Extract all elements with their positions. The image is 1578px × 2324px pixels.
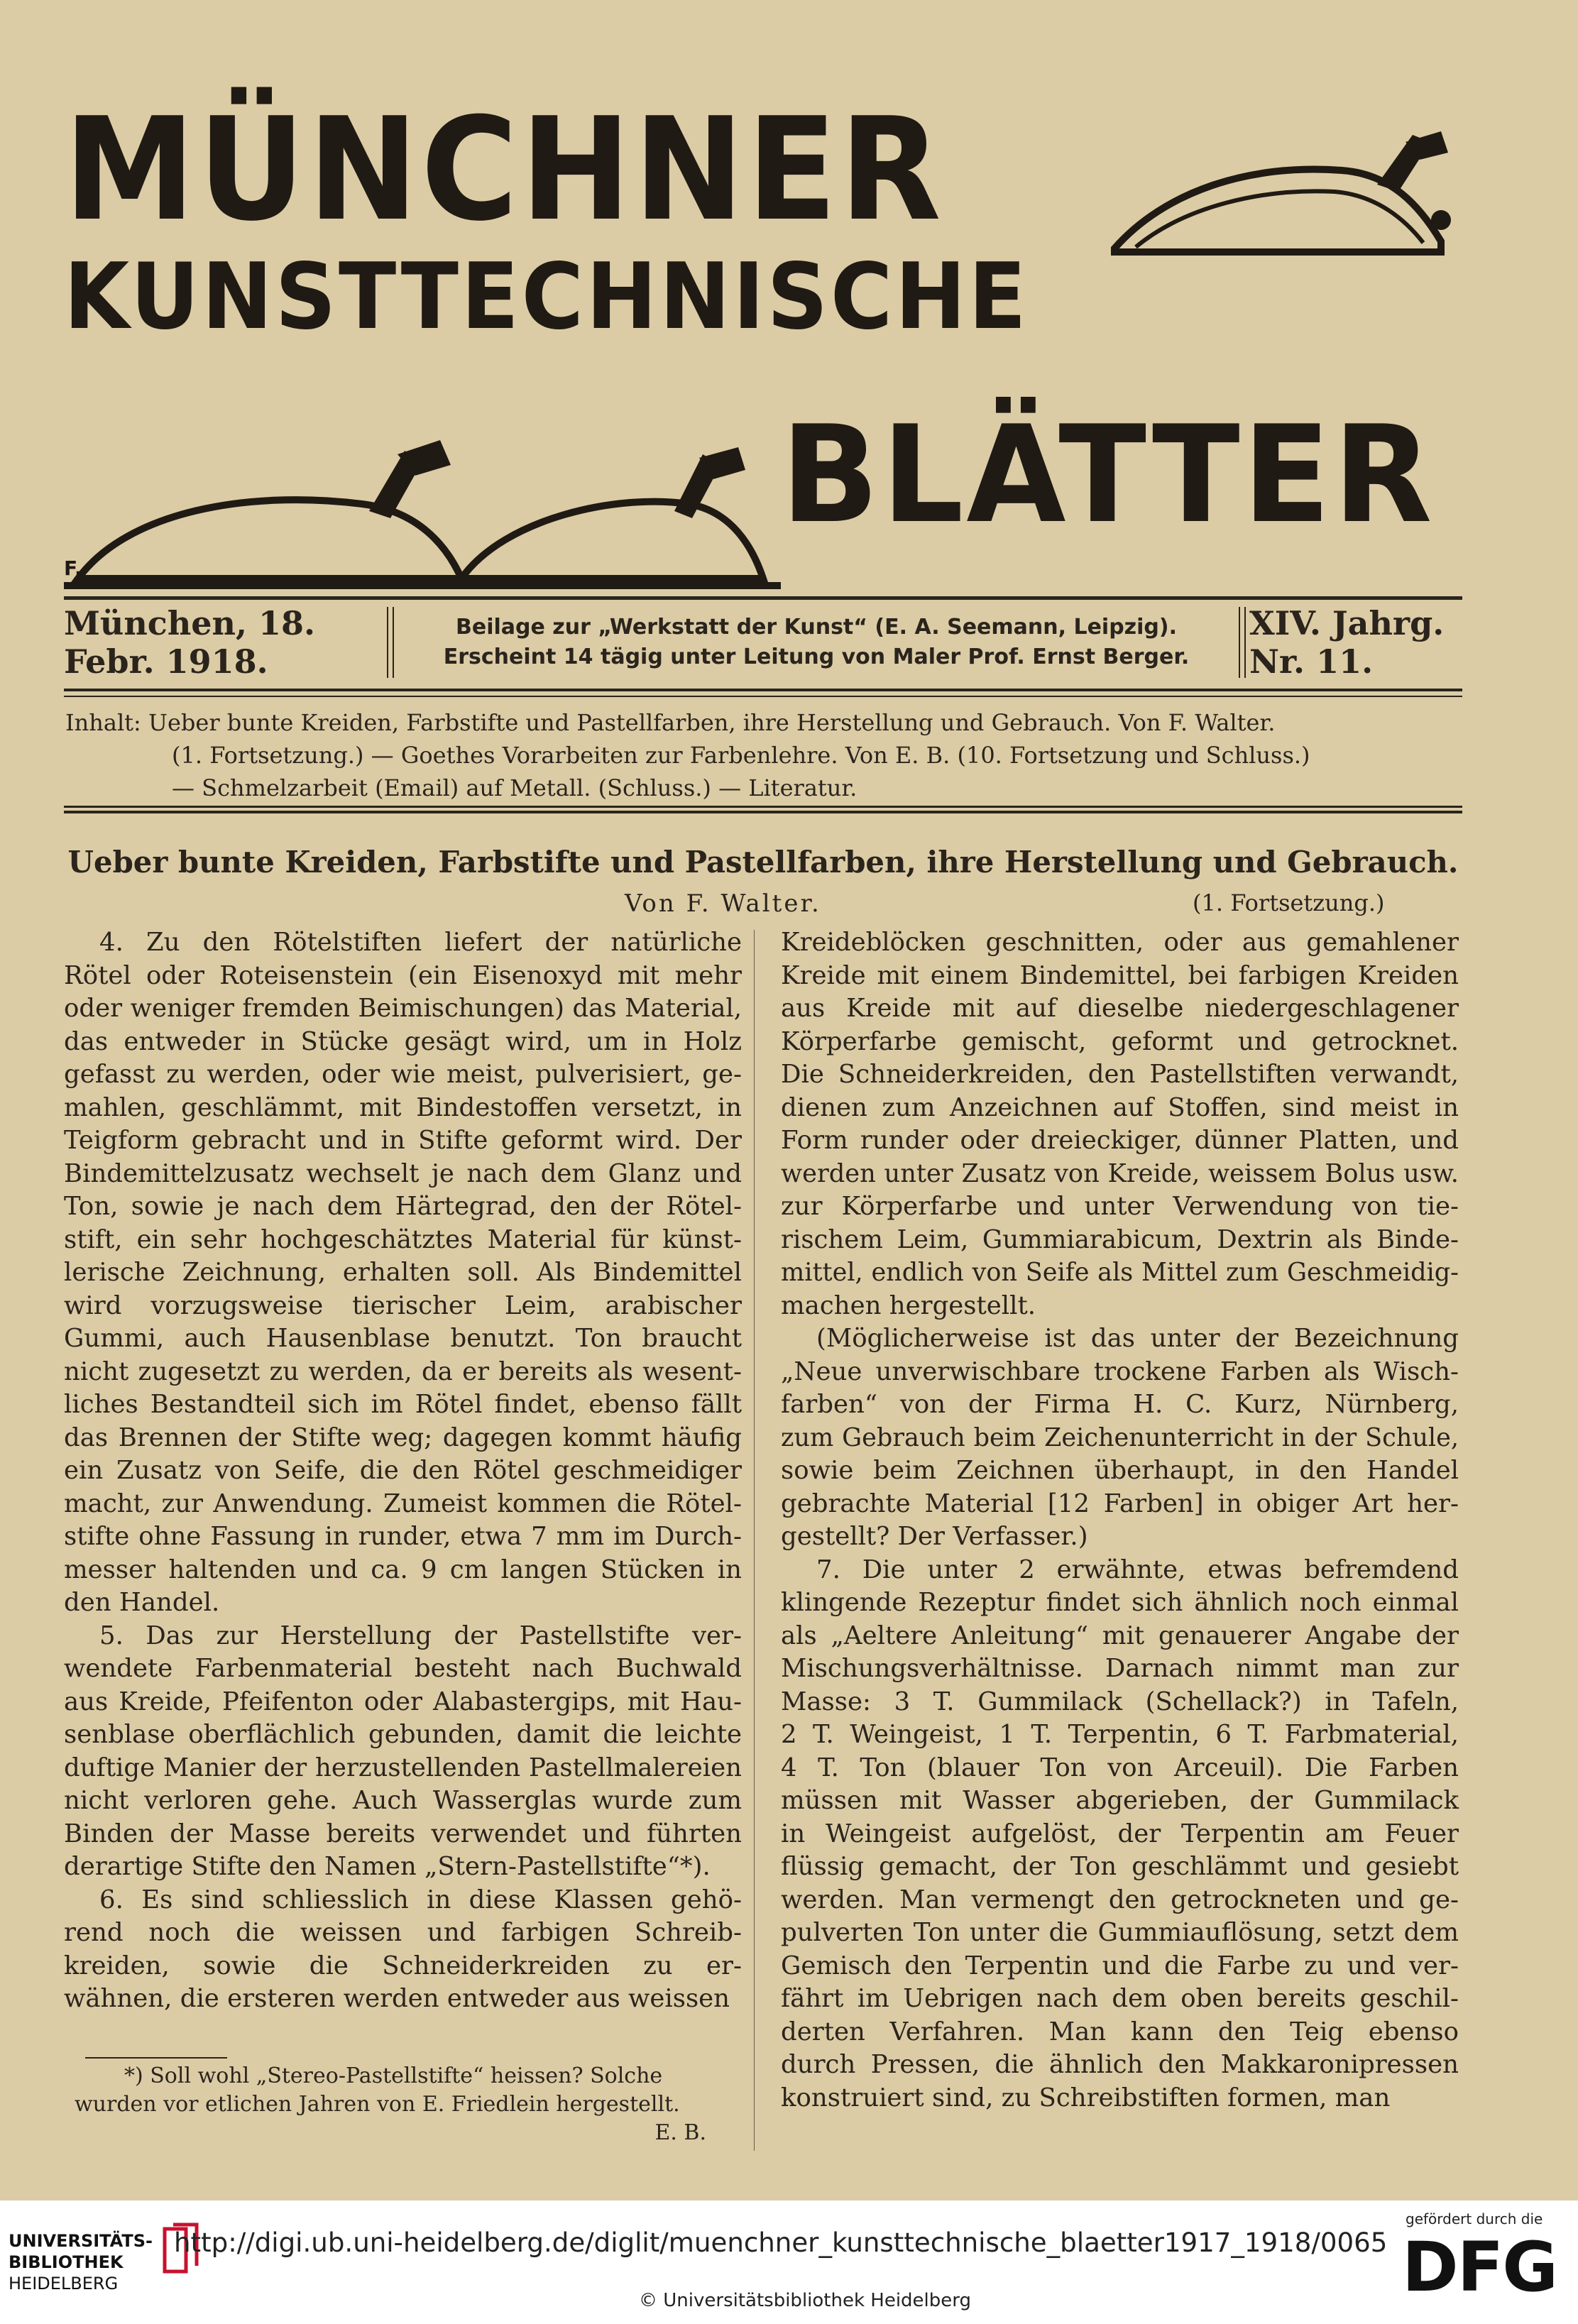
supplement-line-1: Beilage zur „Werkstatt der Kunst“ (E. A. Seemann, Leipzig).: [455, 615, 1177, 640]
article-line: „Neue unverwischbare trockene Farben als Wisch-: [781, 1356, 1459, 1386]
article-line: oder weniger fremden Beimischungen) das Material,: [64, 994, 742, 1023]
article-line: konstruiert sind, zu Schreibstiften formen, man: [781, 2083, 1391, 2112]
article-line: als „Aeltere Anleitung“ mit genauerer Angabe der: [781, 1621, 1459, 1650]
masthead: [64, 87, 1462, 596]
article-line: Teigform gebracht und in Stifte geformt wird. Der: [64, 1126, 742, 1155]
article-line: aus Kreide, Pfeifenton oder Alabastergips, mit Hau-: [64, 1687, 742, 1716]
article-line: mittel, endlich von Seife als Mittel zum Geschmeidig-: [781, 1258, 1459, 1287]
copyright-notice: © Universitätsbibliothek Heidelberg: [639, 2290, 972, 2311]
masthead-ornament-top-right: [1107, 121, 1462, 263]
article-line: macht, zur Anwendung. Zumeist kommen die Rötel-: [64, 1489, 742, 1518]
article-line: Binden der Masse bereits verwendet und führten: [64, 1819, 742, 1848]
article-title: Ueber bunte Kreiden, Farbstifte und Pastellfarben, ihre Herstellung und Gebrauch.: [67, 845, 1459, 879]
column-divider: [754, 930, 755, 2151]
article-line: 2 T. Weingeist, 1 T. Terpentin, 6 T. Farbmaterial,: [781, 1720, 1459, 1749]
article-line: (Möglicherweise ist das unter der Bezeichnung: [816, 1324, 1459, 1353]
article-line: den Handel.: [64, 1588, 220, 1617]
article-line: machen hergestellt.: [781, 1290, 1036, 1320]
issue-date: München, 18. Febr. 1918.: [64, 604, 316, 681]
infobar-bottom-rule: [64, 689, 1462, 691]
table-of-contents: [65, 706, 1464, 804]
article-line: liches Bestandteil sich im Rötel findet, ebenso fällt: [64, 1390, 742, 1419]
masthead-title-line-1: MÜNCHNER: [64, 87, 944, 253]
article-line: wird vorzugsweise tierischer Leim, arabischer: [64, 1290, 742, 1320]
masthead-title-line-3: BLÄTTER: [781, 397, 1435, 553]
article-line: stift, ein sehr hochgeschätztes Material für künst-: [64, 1224, 742, 1254]
article-line: 6. Es sind schliesslich in diese Klassen gehö-: [99, 1885, 742, 1914]
article-line: 5. Das zur Herstellung der Pastellstifte ver-: [99, 1621, 742, 1650]
article-column-right: [781, 926, 1459, 2115]
svg-text:F.: F.: [64, 557, 82, 580]
footnote-rule: [85, 2057, 227, 2059]
article-line: fährt im Uebrigen nach dem oben bereits geschil-: [781, 1984, 1459, 2013]
article-line: Form runder oder dreieckiger, dünner Platten, und: [781, 1126, 1459, 1155]
article-line: Kreideblöcken geschnitten, oder aus gemahlener: [781, 928, 1459, 957]
article-line: mahlen, geschlämmt, mit Bindestoffen versetzt, in: [64, 1092, 742, 1122]
article-line: Gemisch den Terpentin und die Farbe zu und ver-: [781, 1951, 1459, 1980]
article-line: pulverten Ton unter die Gummiauflösung, setzt dem: [781, 1918, 1459, 1947]
article-line: rischem Leim, Gummiarabicum, Dextrin als Binde-: [781, 1224, 1459, 1254]
article-line: flüssig gemacht, der Ton geschlämmt und gesiebt: [781, 1852, 1459, 1881]
article-line: Bindemittelzusatz wechselt je nach dem Glanz und: [64, 1158, 742, 1188]
library-name-line: HEIDELBERG: [9, 2274, 119, 2293]
article-line: rend noch die weissen und farbigen Schreib-: [64, 1918, 742, 1947]
article-line: stifte ohne Fassung in runder, etwa 7 mm im Durch-: [64, 1522, 742, 1551]
article-line: werden unter Zusatz von Kreide, weissem Bolus usw.: [781, 1158, 1459, 1188]
article-line: werden. Man vermengt den getrockneten und ge-: [781, 1885, 1459, 1914]
article-line: gestellt? Der Verfasser.): [781, 1522, 1088, 1551]
article-line: das entweder in Stücke gesägt wird, um in Holz: [64, 1026, 742, 1056]
dfg-logo: DFG: [1402, 2227, 1557, 2307]
article-line: kreiden, sowie die Schneiderkreiden zu er-: [64, 1951, 742, 1980]
footnote-line: *) Soll wohl „Stereo-Pastellstifte“ heissen? Solche: [124, 2063, 663, 2088]
article-continuation-note: (1. Fortsetzung.): [1193, 889, 1385, 916]
article-line: in Weingeist aufgelöst, der Terpentin am Feuer: [781, 1819, 1459, 1848]
infobar-divider: [387, 607, 394, 678]
article-line: 4. Zu den Rötelstiften liefert der natürliche: [99, 928, 742, 957]
contents-line: Inhalt: Ueber bunte Kreiden, Farbstifte und Pastellfarben, ihre Herstellung und Gebrauch. Von F. Walter.: [65, 709, 1276, 736]
article-line: das Brennen der Stifte weg; dagegen kommt häufig: [64, 1423, 742, 1452]
article-line: 7. Die unter 2 erwähnte, etwas befremdend: [816, 1555, 1459, 1584]
article-line: gebrachte Material [12 Farben] in obiger Art her-: [781, 1489, 1459, 1518]
article-line: 4 T. Ton (blauer Ton von Arceuil). Die Farben: [781, 1753, 1459, 1782]
article-line: aus Kreide mit auf dieselbe niedergeschlagener: [781, 994, 1459, 1023]
footnote-line: wurden vor etlichen Jahren von E. Friedlein hergestellt.: [75, 2092, 680, 2117]
article-line: farben“ von der Firma H. C. Kurz, Nürnberg,: [781, 1390, 1459, 1419]
article-line: wähnen, die ersteren werden entweder aus weissen: [64, 1984, 730, 2013]
article-line: durch Pressen, die ähnlich den Makkaronipressen: [781, 2050, 1459, 2079]
article-line: Gummi, auch Hausenblase benutzt. Ton braucht: [64, 1324, 742, 1353]
footnote: [75, 2062, 745, 2147]
article-line: senblase oberflächlich gebunden, damit die leichte: [64, 1720, 742, 1749]
library-name-line: UNIVERSITÄTS-: [9, 2231, 153, 2251]
masthead-ornament-bottom-left: [64, 426, 781, 596]
article-line: Ton, sowie je nach dem Härtegrad, den der Rötel-: [64, 1192, 742, 1221]
library-name-line: BIBLIOTHEK: [9, 2252, 124, 2272]
article-byline: Von F. Walter.: [625, 889, 821, 918]
article-line: dienen zum Anzeichnen auf Stoffen, sind meist in: [781, 1092, 1459, 1122]
article-line: wendete Farbenmaterial besteht nach Buchwald: [64, 1654, 742, 1683]
contents-bottom-rule: [64, 806, 1462, 808]
library-name: [9, 2230, 153, 2294]
article-line: Masse: 3 T. Gummilack (Schellack?) in Tafeln,: [781, 1687, 1459, 1716]
article-line: Die Schneiderkreiden, den Pastellstiften verwandt,: [781, 1060, 1459, 1089]
article-line: ein Zusatz von Seife, die den Rötel geschmeidiger: [64, 1456, 742, 1485]
article-column-left: [64, 926, 742, 2016]
contents-bottom-rule-thick: [64, 811, 1462, 813]
footnote-signature: E. B.: [654, 2120, 706, 2145]
article-line: lerische Zeichnung, erhalten soll. Als Bindemittel: [64, 1258, 742, 1287]
article-line: Mischungsverhältnisse. Darnach nimmt man zur: [781, 1654, 1459, 1683]
article-line: Kreide mit einem Bindemittel, bei farbigen Kreiden: [781, 960, 1459, 990]
funding-note: gefördert durch die: [1406, 2210, 1543, 2227]
article-line: nicht zugesetzt zu werden, da er bereits als wesent-: [64, 1356, 742, 1386]
article-line: klingende Rezeptur findet sich ähnlich noch einmal: [781, 1588, 1459, 1617]
supplement-line-2: Erscheint 14 tägig unter Leitung von Maler Prof. Ernst Berger.: [443, 645, 1190, 669]
infobar-divider: [1239, 607, 1246, 678]
article-line: messer haltenden und ca. 9 cm langen Stücken in: [64, 1555, 742, 1584]
article-line: nicht verloren gehe. Auch Wasserglas wurde zum: [64, 1786, 742, 1815]
contents-line: — Schmelzarbeit (Email) auf Metall. (Schluss.) — Literatur.: [172, 774, 858, 801]
masthead-title-line-2: KUNSTTECHNISCHE: [64, 244, 1029, 350]
article-line: sowie beim Zeichnen überhaupt, in den Handel: [781, 1456, 1459, 1485]
issue-infobar: [64, 600, 1462, 685]
library-footer: [0, 2200, 1578, 2324]
article-line: derartige Stifte den Namen „Stern-Pastellstifte“*).: [64, 1852, 711, 1881]
article-line: derten Verfahren. Man kann den Teig ebenso: [781, 2017, 1459, 2046]
article-line: zur Körperfarbe und unter Verwendung von tie-: [781, 1192, 1459, 1221]
article-line: müssen mit Wasser abgerieben, der Gummilack: [781, 1786, 1459, 1815]
permalink-url[interactable]: http://digi.ub.uni-heidelberg.de/diglit/muenchner_kunsttechnische_blaetter1917_1918/0065: [174, 2227, 1388, 2258]
article-line: Rötel oder Roteisenstein (ein Eisenoxyd mit mehr: [64, 960, 742, 990]
article-line: gefasst zu werden, oder wie meist, pulverisiert, ge-: [64, 1060, 742, 1089]
article-line: zum Gebrauch beim Zeichenunterricht in der Schule,: [781, 1423, 1459, 1452]
article-line: Körperfarbe gemischt, geformt und getrocknet.: [781, 1026, 1459, 1056]
issue-volume: XIV. Jahrg. Nr. 11.: [1249, 604, 1445, 681]
supplement-note: [398, 600, 1235, 685]
article-line: duftige Manier der herzustellenden Pastellmalereien: [64, 1753, 742, 1782]
contents-line: (1. Fortsetzung.) — Goethes Vorarbeiten zur Farbenlehre. Von E. B. (10. Fortsetzung und Schluss.): [172, 742, 1310, 769]
infobar-bottom-rule-thin: [64, 696, 1462, 697]
